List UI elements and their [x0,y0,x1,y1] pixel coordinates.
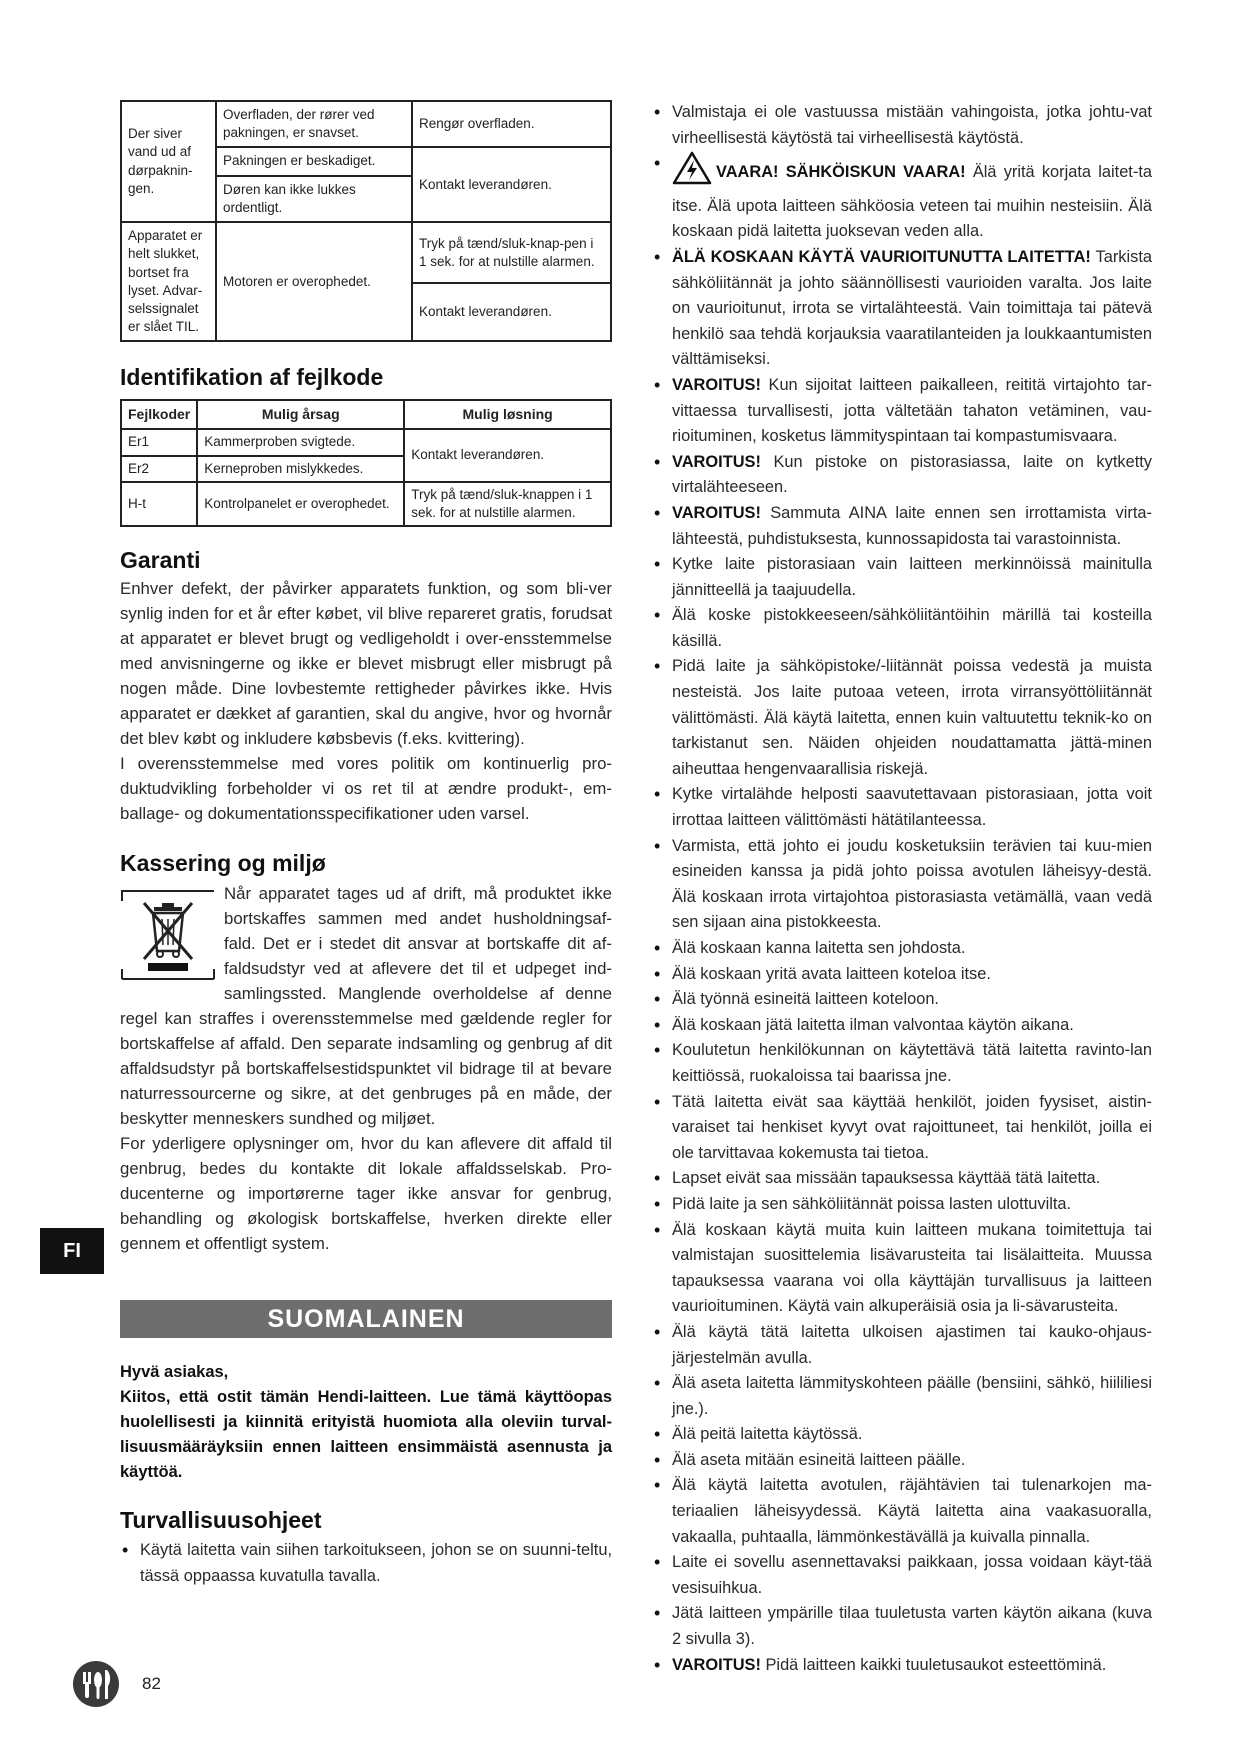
troubleshooting-table [120,100,612,342]
garanti-heading: Garanti [120,547,201,574]
bullet-text: Älä työnnä esineitä laitteen koteloon. [672,990,939,1009]
bullet-text: Älä käytä laitetta avotulen, räjähtävien tai tulenarkojen ma-teriaalien läheisyydessä. Käytä laitetta aina vaakasuoralla, vakaalla, puhtaalla, lämmönkestävällä ja kuivalla pinnalla. [672,1476,1152,1546]
intro-block [120,1360,612,1485]
list-item [652,151,1152,245]
bullet-text: Koulutetun henkilökunnan on käytettävä tätä laitetta ravinto-lan keittiössä, ruokaloissa tai baarissa jne. [672,1041,1152,1085]
language-tab: FI [40,1228,104,1274]
list-item [652,1090,1152,1167]
error-code-cell: H-t [121,482,197,526]
list-item: • Käytä laitetta vain siihen tarkoitukseen, johon se on suunni-teltu, tässä oppaassa kuvatulla tavalla. [120,1538,612,1589]
error-code-cell: Er2 [121,456,197,482]
list-item [652,987,1152,1013]
list-item [652,1601,1152,1652]
warning-lead: VAROITUS! [672,1655,761,1674]
column-header: Fejlkoder [121,400,197,429]
warning-lead: VAROITUS! [672,503,761,522]
table-row [121,482,611,526]
kassering-heading: Kassering og miljø [120,850,326,877]
list-item [652,654,1152,782]
list-item [652,1013,1152,1039]
warning-lead: VAARA! SÄHKÖISKUN VAARA! [716,163,966,182]
bullet-text: Pidä laite ja sen sähköliitännät poissa lasten ulottuvilta. [672,1194,1072,1213]
cause-cell: Kontrolpanelet er overophedet. [197,482,404,526]
list-item [652,552,1152,603]
bullet-text: Kun pistoke on pistorasiassa, laite on kytketty virtalähteeseen. [672,452,1152,497]
crossed-bin-icon [120,887,216,983]
list-item [652,1371,1152,1422]
greeting: Hyvä asiakas, [120,1363,229,1382]
bullet-text: Lapset eivät saa missään tapauksessa käyttää tätä laitetta. [672,1169,1101,1188]
table-row [121,101,611,147]
error-code-cell: Er1 [121,429,197,455]
cause-cell: Kammerproben svigtede. [197,429,404,455]
garanti-paragraph: I overensstemmelse med vores politik om kontinuerlig pro-duktudvikling forbeholder vi os ret til at ændre produkt-, em-ballage- og dokumentationsspecifikationer uden varsel. [120,754,612,824]
list-item [652,1550,1152,1601]
bullet-text: Pidä laite ja sähköpistoke/-liitännät poissa vedestä ja muista nesteistä. Jos laite putoaa veteen, irrota virransyöttöliitännät välittömästi. Älä käytä laitetta, ennen kuin valtuutettu teknik-ko on tarkistanut sen. Näiden ohjeiden noudattamatta jättä-minen aiheuttaa hengenvaarallisia riskejä. [672,657,1152,778]
fejlkode-heading: Identifikation af fejlkode [120,364,384,391]
bullet-text: Kytke laite pistorasiaan vain laitteen merkinnöissä mainitulla jännitteellä ja taajuudella. [672,555,1152,599]
cause-cell: Døren kan ikke lukkes ordentligt. [216,176,412,222]
left-column [120,100,612,1589]
intro-text: Kiitos, että ostit tämän Hendi-laitteen. Lue tämä käyttöopas huolellisesti ja kiinnitä erityistä huomiota alla oleviin turval-lisuusmääräyksiin ennen laitteen ensimmäistä asennusta ja käyttöä. [120,1388,612,1482]
list-item [652,936,1152,962]
error-code-table [120,399,612,527]
cause-cell: Overfladen, der rører ved pakningen, er snavset. [216,101,412,147]
bullet-text: Sammuta AINA laite ennen sen irrottamista virta-lähteestä, puhdistuksesta, kunnossapidosta tai varastoinnista. [672,503,1152,548]
list-item [652,834,1152,936]
list-item [652,450,1152,501]
warning-lead: ÄLÄ KOSKAAN KÄYTÄ VAURIOITUNUTTA LAITETTA! [672,247,1091,266]
left-bullet-list [120,1538,612,1589]
garanti-paragraph: Enhver defekt, der påvirker apparatets funktion, og som bli-ver synlig inden for et år efter købet, vil blive repareret gratis, forudsat at apparatet er blevet brugt og vedligeholdt i over-ensstemmelse med anvisningerne og ikke er blevet misbrugt eller misbrugt på nogen måde. Dine lovbestemte rettigheder påvirkes ikke. Hvis apparatet er dækket af garantien, skal du angive, hvor og hvornår det blev købt og inkludere købsbevis (f.eks. kvittering). [120,579,612,749]
solution-cell: Tryk på tænd/sluk-knappen i 1 sek. for at nulstille alarmen. [404,482,611,526]
problem-cell: Der siver vand ud af dørpaknin-gen. [121,101,216,222]
right-column [652,100,1152,1678]
list-item [652,1320,1152,1371]
bullet-text: Älä koskaan jätä laitetta ilman valvontaa käytön aikana. [672,1015,1074,1034]
bullet-text: Laite ei sovellu asennettavaksi paikkaan, jossa voidaan käyt-tää vesisuihkua. [672,1553,1152,1597]
bullet-text: Älä aseta mitään esineitä laitteen päälle. [672,1450,966,1469]
bullet-text: Kytke virtalähde helposti saavutettavaan pistorasiaan, jotta voit irrottaa laitteen välittömästi hätätilanteessa. [672,785,1152,830]
bullet-text: Jätä laitteen ympärille tilaa tuuletusta varten käytön aikana (kuva 2 sivulla 3). [672,1604,1152,1649]
turvallisuus-heading: Turvallisuusohjeet [120,1507,322,1534]
language-banner: SUOMALAINEN [120,1300,612,1338]
safety-bullet-list [652,100,1152,1678]
bullet-text: Älä käytä tätä laitetta ulkoisen ajastimen tai kauko-ohjaus-järjestelmän avulla. [672,1322,1152,1367]
warning-lead: VAROITUS! [672,452,761,471]
list-item [652,1448,1152,1474]
bullet-text: Älä koskaan käytä muita kuin laitteen mukana toimitettuja tai valmistajan suosittelemia lisävarusteita tai lisälaitteita. Muussa tapauksessa vaarana voi olla käyttäjän turvallisuus ja laitteen vaurioituminen. Käytä vain alkuperäisiä osia ja li-sävarusteita. [672,1220,1152,1316]
bullet-text: Älä aseta laitetta lämmityskohteen päälle (bensiini, sähkö, hiililiesi jne.). [672,1374,1152,1418]
warning-electric-icon [672,151,712,194]
list-item [652,1218,1152,1320]
problem-cell: Apparatet er helt slukket, bortset fra lyset. Advar-selssignalet er slået TIL. [121,222,216,341]
solution-cell: Kontakt leverandøren. [412,283,611,341]
kassering-section [120,881,612,1256]
bullet-text: Pidä laitteen kaikki tuuletusaukot esteettöminä. [760,1655,1107,1674]
list-item [652,603,1152,654]
bullet-text: Älä koske pistokkeeseen/sähköliitäntöihin märillä tai kosteilla käsillä. [672,606,1152,650]
list-item [652,1422,1152,1448]
column-header: Mulig årsag [197,400,404,429]
list-item [652,782,1152,833]
cause-cell: Motoren er overophedet. [216,222,412,341]
bullet-text: Tätä laitetta eivät saa käyttää henkilöt, joiden fyysiset, aistin-varaiset tai henkiset kyvyt ovat rajoittuneet, tai henkilöt, joilla ei ole tarvittavaa kokemusta tai tietoa. [672,1092,1152,1162]
table-row [121,222,611,283]
table-row [121,429,611,455]
list-item [652,962,1152,988]
cause-cell: Kerneproben mislykkedes. [197,456,404,482]
list-item [652,1473,1152,1550]
list-item [652,1166,1152,1192]
list-item [652,245,1152,373]
kassering-paragraph: Når apparatet tages ud af drift, må produktet ikke bortskaffes sammen med andet husholdningsaf-fald. Det er i stedet dit ansvar at bortskaffe dit af-faldsudstyr ved at aflevere det til et udpeget ind-samlingssted. Manglende overholdelse af denne regel kan straffes i overensstemmelse med gældende regler for bortskaffelse af affald. Den separate indsamling og genbrug af dit affaldsudstyr på bortskaffelsestidspunktet vil bidrage til at bevare naturressourcerne og sikre, at det genbruges på en måde, der beskytter menneskers sundhed og miljøet. [120,884,612,1129]
bullet-text: Älä koskaan yritä avata laitteen koteloa itse. [672,964,991,983]
bullet-text: Kun sijoitat laitteen paikalleen, reititä virtajohto tar-vittaessa turvallisesti, jotta vältetään tahaton vetäminen, vau-rioituminen, kosketus lämmityspintaan tai kompastumisvaara. [672,375,1152,446]
bullet-text: Valmistaja ei ole vastuussa mistään vahingoista, jotka johtu-vat virheellisestä käytöstä tai virheellisestä käytöstä. [672,103,1152,147]
solution-cell: Rengør overfladen. [412,101,611,147]
bullet-text: Älä yritä korjata laitet-ta itse. Älä upota laitteen sähköosia veteen tai muihin nesteisiin. Älä koskaan pidä laitetta juoksevan veden alla. [672,163,1152,241]
cutlery-logo-icon [72,1660,120,1708]
list-item [652,1653,1152,1679]
list-item [652,1038,1152,1089]
list-item [652,373,1152,450]
cause-cell: Pakningen er beskadiget. [216,147,412,175]
bullet-text: Älä peitä laitetta käytössä. [672,1425,863,1444]
bullet-text: Älä koskaan kanna laitetta sen johdosta. [672,939,966,957]
column-header: Mulig løsning [404,400,611,429]
list-item [652,100,1152,151]
solution-cell: Kontakt leverandøren. [412,147,611,222]
bullet-text: Tarkista sähköliitännät ja johto säännöllisesti vaurioiden varalta. Jos laite on vaurioitunut, irrota se virtalähteestä. Vain toimittaja tai pätevä henkilö saa tehdä korjauksia vaaratilanteiden ja loukkaantumisten välttämiseksi. [672,247,1152,369]
kassering-paragraph: For yderligere oplysninger om, hvor du kan aflevere dit affald til genbrug, bedes du kontakte dit lokale affaldsselskab. Pro-ducenterne og importørerne tager ikke ansvar for genbrug, behandling og økologisk bortskaffelse, hverken direkte eller gennem et offentligt system. [120,1134,612,1254]
bullet-text: Varmista, että johto ei joudu kosketuksiin terävien tai kuu-mien esineiden kanssa ja pidä johto poissa avotulen läheisyy-destä. Älä koskaan irrota virtajohtoa pistorasiasta vetämällä, vaan vedä sen sijaan aina pistokkeesta. [672,836,1152,932]
solution-cell: Tryk på tænd/sluk-knap-pen i 1 sek. for at nulstille alarmen. [412,222,611,283]
list-item [652,501,1152,552]
page-number: 82 [142,1674,161,1693]
solution-cell: Kontakt leverandøren. [404,429,611,481]
list-item [652,1192,1152,1218]
table-header-row [121,400,611,429]
warning-lead: VAROITUS! [672,375,761,394]
